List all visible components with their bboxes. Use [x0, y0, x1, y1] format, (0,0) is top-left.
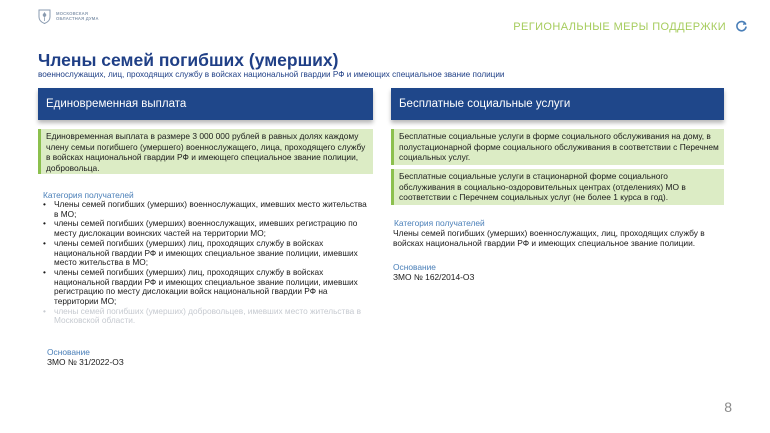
service-description-home: Бесплатные социальные услуги в форме социального обслуживания на дому, в полустационарной форме социального обслуживания в соответствии с Перечнем социальных услуг. — [391, 129, 724, 165]
basis-label: Основание — [47, 347, 90, 357]
basis-value: ЗМО № 162/2014-ОЗ — [393, 272, 475, 282]
logo-text: МОСКОВСКАЯ ОБЛАСТНАЯ ДУМА — [56, 10, 99, 21]
basis-value: ЗМО № 31/2022-ОЗ — [47, 357, 124, 367]
refresh-icon — [735, 20, 748, 33]
lump-sum-description: Единовременная выплата в размере 3 000 000 рублей в равных долях каждому члену семьи погибшего (умершего) военнослужащего, лица, проходящего службу в войсках национальной гвардии РФ и имеющего специальное звание полиции, добровольца. — [38, 129, 373, 174]
recipients-category-text: Члены семей погибших (умерших) военнослужащих, лиц, проходящих службу в войсках национальной гвардии РФ и имеющих специальное звание полиции. — [393, 228, 705, 249]
recipients-category-label: Категория получателей — [43, 190, 134, 200]
logo — [38, 9, 116, 24]
recipients-category-label: Категория получателей — [394, 218, 485, 228]
basis-label: Основание — [393, 262, 436, 272]
page-subtitle: военнослужащих, лиц, проходящих службу в войсках национальной гвардии РФ и имеющих специальное звание полиции — [38, 70, 505, 79]
list-item: • члены семей погибших (умерших) добровольцев, имевших место жительства в Московской области. — [43, 307, 373, 326]
page-title: Члены семей погибших (умерших) — [38, 50, 339, 70]
lump-sum-payment-header: Единовременная выплата — [38, 88, 373, 120]
service-description-stationary: Бесплатные социальные услуги в стационарной форме социального обслуживания в социально-оздоровительных центрах (отделениях) МО в соответствии с Перечнем социальных услуг (не более 1 курса в год). — [391, 169, 724, 205]
list-item: • члены семей погибших (умерших) военнослужащих, имевших регистрацию по месту дислокации воинских частей на территории МО; — [43, 219, 373, 238]
recipients-list — [43, 200, 373, 326]
section-title: РЕГИОНАЛЬНЫЕ МЕРЫ ПОДДЕРЖКИ — [513, 20, 726, 33]
top-header — [513, 20, 748, 33]
list-item: • члены семей погибших (умерших) лиц, проходящих службу в войсках национальной гвардии РФ и имеющих специальное звание полиции, имевших место жительства в МО; — [43, 239, 373, 268]
coat-of-arms-icon — [38, 9, 51, 24]
page-number: 8 — [724, 399, 732, 415]
list-item: • члены семей погибших (умерших) лиц, проходящих службу в войсках национальной гвардии РФ и имеющих специальное звание полиции, имевших регистрацию по месту дислокации войск национальной гвардии РФ на территории МО; — [43, 268, 373, 307]
free-social-services-header: Бесплатные социальные услуги — [391, 88, 724, 120]
list-item: • Члены семей погибших (умерших) военнослужащих, имевших место жительства в МО; — [43, 200, 373, 219]
